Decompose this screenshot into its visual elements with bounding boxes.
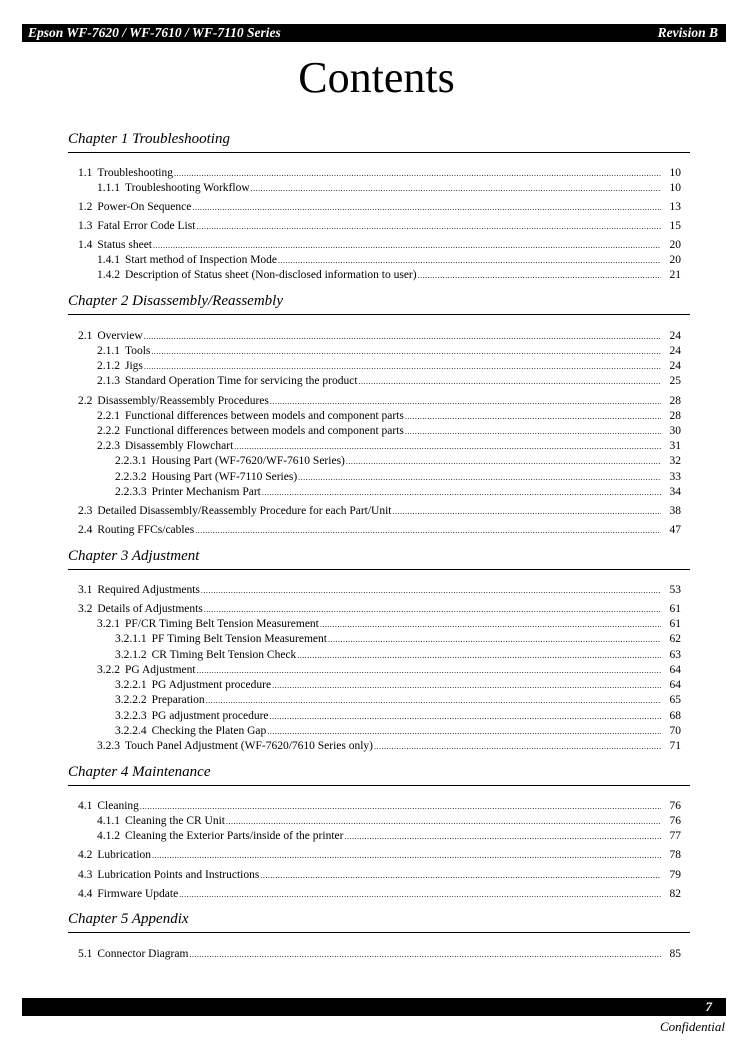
toc-entry-page: 71	[669, 740, 681, 752]
toc-entry[interactable]	[78, 887, 681, 902]
toc-entry[interactable]	[78, 329, 681, 344]
toc-entry-label: CR Timing Belt Tension Check	[151, 649, 297, 661]
toc-entry[interactable]	[78, 799, 681, 814]
toc-entry-number: 1.1	[78, 167, 93, 179]
toc-entry-number: 4.4	[78, 888, 93, 900]
toc-entry[interactable]	[78, 166, 681, 181]
toc-entry-number: 2.2.3.3	[115, 486, 147, 498]
toc-entry[interactable]	[78, 583, 681, 598]
toc-entry-number: 3.2.1	[97, 618, 120, 630]
dot-leader	[144, 360, 661, 374]
toc-entry-number: 1.2	[78, 201, 93, 213]
toc-entry-number: 2.3	[78, 505, 93, 517]
dot-leader	[151, 345, 661, 359]
toc-entry[interactable]	[97, 374, 681, 389]
dot-leader	[344, 830, 661, 844]
header-bar	[22, 24, 726, 42]
toc-entry[interactable]	[78, 947, 681, 962]
toc-entry-number: 1.3	[78, 220, 93, 232]
toc-entry-page: 82	[669, 888, 681, 900]
toc-entry-page: 77	[669, 830, 681, 842]
dot-leader	[346, 455, 661, 469]
dot-leader	[192, 201, 661, 215]
toc-entry-number: 1.1.1	[97, 182, 120, 194]
chapter-heading[interactable]: Chapter 1 Troubleshooting	[68, 130, 690, 153]
toc-entry[interactable]	[97, 268, 681, 283]
toc-entry-label: Required Adjustments	[97, 584, 200, 596]
toc-entry[interactable]	[78, 238, 681, 253]
dot-leader	[204, 603, 661, 617]
toc-entry-label: PG Adjustment	[125, 664, 196, 676]
dot-leader	[144, 330, 661, 344]
dot-leader	[189, 948, 661, 962]
toc-entry-label: Detailed Disassembly/Reassembly Procedure for each Part/Unit	[97, 505, 392, 517]
toc-entry-number: 1.4.2	[97, 269, 120, 281]
dot-leader	[234, 440, 661, 454]
toc-entry[interactable]	[78, 602, 681, 617]
toc-entry-label: Tools	[125, 345, 151, 357]
toc-entry-page: 10	[669, 167, 681, 179]
toc-entry-number: 3.1	[78, 584, 93, 596]
dot-leader	[270, 395, 661, 409]
toc-entry-number: 2.2.3	[97, 440, 120, 452]
dot-leader	[174, 167, 661, 181]
toc-entry-label: Jigs	[125, 360, 143, 372]
toc-entry-label: Routing FFCs/cables	[97, 524, 195, 536]
toc-entry-page: 32	[669, 455, 681, 467]
toc-entry-page: 34	[669, 486, 681, 498]
toc-entry[interactable]	[78, 523, 681, 538]
toc-entry-page: 13	[669, 201, 681, 213]
toc-entry-page: 30	[669, 425, 681, 437]
toc-entry-number: 3.2.2.2	[115, 694, 147, 706]
toc-entry-label: Troubleshooting	[97, 167, 173, 179]
toc-entry-page: 24	[669, 360, 681, 372]
dot-leader	[328, 633, 661, 647]
dot-leader	[359, 375, 661, 389]
dot-leader	[179, 888, 661, 902]
toc-entry-page: 65	[669, 694, 681, 706]
toc-entry-number: 3.2.2	[97, 664, 120, 676]
toc-entry-page: 62	[669, 633, 681, 645]
toc-entry-number: 4.1	[78, 800, 93, 812]
toc-entry[interactable]	[78, 504, 681, 519]
toc-entry-label: Disassembly/Reassembly Procedures	[97, 395, 269, 407]
toc-entry-label: Touch Panel Adjustment (WF-7620/7610 Series only)	[125, 740, 374, 752]
dot-leader	[251, 182, 661, 196]
toc-entry-page: 25	[669, 375, 681, 387]
toc-entry-page: 85	[669, 948, 681, 960]
toc-entry-page: 10	[669, 182, 681, 194]
toc-entry-number: 3.2.2.3	[115, 710, 147, 722]
toc-entry-number: 2.2	[78, 395, 93, 407]
toc-entry-label: Lubrication Points and Instructions	[97, 869, 260, 881]
toc-entry-label: Housing Part (WF-7620/WF-7610 Series)	[151, 455, 345, 467]
toc-entry-page: 68	[669, 710, 681, 722]
confidential-label: Confidential	[660, 1019, 725, 1034]
dot-leader	[195, 524, 661, 538]
toc-entry-page: 15	[669, 220, 681, 232]
dot-leader	[197, 664, 661, 678]
chapter-heading[interactable]: Chapter 3 Adjustment	[68, 547, 690, 570]
chapter-heading[interactable]: Chapter 4 Maintenance	[68, 763, 690, 786]
toc-entry[interactable]	[97, 663, 681, 678]
toc-entry-number: 3.2.1.2	[115, 649, 147, 661]
toc-entry-label: PF Timing Belt Tension Measurement	[151, 633, 327, 645]
dot-leader	[418, 269, 661, 283]
toc-entry-number: 3.2.1.1	[115, 633, 147, 645]
dot-leader	[272, 679, 661, 693]
toc-entry-page: 64	[669, 664, 681, 676]
toc-entry-page: 38	[669, 505, 681, 517]
toc-entry[interactable]	[97, 814, 681, 829]
toc-entry[interactable]	[115, 454, 681, 469]
dot-leader	[201, 584, 661, 598]
toc-entry[interactable]	[97, 359, 681, 374]
toc-entry[interactable]	[78, 394, 681, 409]
toc-entry-label: Checking the Platen Gap	[151, 725, 267, 737]
dot-leader	[196, 220, 661, 234]
toc-entry[interactable]	[115, 693, 681, 708]
toc-entry-page: 24	[669, 345, 681, 357]
page-title: Contents	[298, 53, 455, 102]
dot-leader	[298, 471, 661, 485]
toc-entry-label: Cleaning	[97, 800, 139, 812]
toc-entry-number: 3.2	[78, 603, 93, 615]
toc-entry-label: Connector Diagram	[97, 948, 189, 960]
toc-entry-page: 61	[669, 603, 681, 615]
toc-entry-page: 70	[669, 725, 681, 737]
toc-entry[interactable]	[78, 200, 681, 215]
dot-leader	[405, 410, 661, 424]
toc-entry-label: Troubleshooting Workflow	[125, 182, 250, 194]
toc-entry-label: Description of Status sheet (Non-disclosed information to user)	[125, 269, 417, 281]
footer-bar	[22, 998, 726, 1016]
toc-entry-page: 28	[669, 395, 681, 407]
dot-leader	[226, 815, 661, 829]
toc-entry-number: 4.1.2	[97, 830, 120, 842]
toc-entry-number: 2.1.2	[97, 360, 120, 372]
dot-leader	[270, 710, 661, 724]
toc-entry-label: Disassembly Flowchart	[125, 440, 234, 452]
page-number: 7	[705, 999, 712, 1014]
toc-entry-label: Housing Part (WF-7110 Series)	[151, 471, 298, 483]
toc-entry[interactable]	[115, 485, 681, 500]
toc-entry-number: 3.2.2.1	[115, 679, 147, 691]
toc-entry-label: Power-On Sequence	[97, 201, 192, 213]
dot-leader	[206, 694, 661, 708]
dot-leader	[260, 869, 661, 883]
toc-entry-page: 24	[669, 330, 681, 342]
toc-entry-page: 63	[669, 649, 681, 661]
toc-entry-label: Details of Adjustments	[97, 603, 203, 615]
dot-leader	[153, 239, 661, 253]
toc-entry-number: 4.1.1	[97, 815, 120, 827]
toc-entry-label: PG Adjustment procedure	[151, 679, 272, 691]
toc-entry-page: 76	[669, 815, 681, 827]
toc-entry[interactable]	[115, 724, 681, 739]
toc-entry-page: 33	[669, 471, 681, 483]
toc-entry-number: 2.2.3.2	[115, 471, 147, 483]
toc-entry-number: 2.1.1	[97, 345, 120, 357]
toc-entry-label: Standard Operation Time for servicing the product	[125, 375, 358, 387]
toc-entry[interactable]	[97, 829, 681, 844]
chapter-heading[interactable]: Chapter 2 Disassembly/Reassembly	[68, 292, 690, 315]
toc-entry-label: Start method of Inspection Mode	[125, 254, 278, 266]
toc-entry-number: 3.2.3	[97, 740, 120, 752]
toc-entry-label: Cleaning the Exterior Parts/inside of the printer	[125, 830, 344, 842]
toc-entry-label: Printer Mechanism Part	[151, 486, 261, 498]
toc-entry-number: 2.2.3.1	[115, 455, 147, 467]
dot-leader	[320, 618, 661, 632]
toc-entry[interactable]	[97, 439, 681, 454]
toc-entry[interactable]	[115, 678, 681, 693]
toc-entry[interactable]	[78, 219, 681, 234]
toc-entry[interactable]	[97, 344, 681, 359]
toc-entry-number: 1.4	[78, 239, 93, 251]
toc-entry-label: Fatal Error Code List	[97, 220, 196, 232]
dot-leader	[267, 725, 661, 739]
toc-entry-number: 1.4.1	[97, 254, 120, 266]
toc-entry[interactable]	[97, 739, 681, 754]
toc-entry-page: 21	[669, 269, 681, 281]
toc-entry-page: 64	[669, 679, 681, 691]
toc-entry-label: Functional differences between models and component parts	[125, 425, 404, 437]
toc-entry[interactable]	[97, 409, 681, 424]
toc-entry-page: 28	[669, 410, 681, 422]
toc-entry-label: PF/CR Timing Belt Tension Measurement	[125, 618, 319, 630]
toc-entry-page: 61	[669, 618, 681, 630]
toc-entry[interactable]	[115, 470, 681, 485]
dot-leader	[278, 254, 661, 268]
toc-entry[interactable]	[115, 709, 681, 724]
toc-entry-number: 5.1	[78, 948, 93, 960]
dot-leader	[152, 849, 661, 863]
dot-leader	[374, 740, 661, 754]
toc-entry-page: 47	[669, 524, 681, 536]
dot-leader	[405, 425, 661, 439]
toc-entry-label: Preparation	[151, 694, 205, 706]
toc-entry[interactable]	[97, 424, 681, 439]
toc-entry-label: Lubrication	[97, 849, 152, 861]
toc-entry-number: 4.2	[78, 849, 93, 861]
toc-entry-number: 2.1.3	[97, 375, 120, 387]
toc-entry[interactable]	[97, 253, 681, 268]
toc-entry[interactable]	[115, 632, 681, 647]
dot-leader	[393, 505, 661, 519]
toc-entry-label: Status sheet	[97, 239, 152, 251]
toc-entry-number: 2.4	[78, 524, 93, 536]
toc-entry[interactable]	[97, 181, 681, 196]
document-title: Epson WF-7620 / WF-7610 / WF-7110 Series	[28, 25, 281, 40]
dot-leader	[297, 649, 661, 663]
toc-entry-label: PG adjustment procedure	[151, 710, 269, 722]
toc-entry-label: Overview	[97, 330, 143, 342]
toc-entry-number: 3.2.2.4	[115, 725, 147, 737]
toc-entry[interactable]	[97, 617, 681, 632]
chapter-heading[interactable]: Chapter 5 Appendix	[68, 910, 690, 933]
toc-entry-number: 2.1	[78, 330, 93, 342]
toc-entry-page: 20	[669, 239, 681, 251]
toc-entry-number: 2.2.1	[97, 410, 120, 422]
toc-entry-number: 4.3	[78, 869, 93, 881]
toc-entry-number: 2.2.2	[97, 425, 120, 437]
toc-entry-label: Firmware Update	[97, 888, 179, 900]
dot-leader	[262, 486, 661, 500]
revision-label: Revision B	[657, 25, 718, 40]
toc-entry-page: 76	[669, 800, 681, 812]
toc-entry-page: 53	[669, 584, 681, 596]
toc-entry[interactable]	[115, 648, 681, 663]
toc-entry-page: 31	[669, 440, 681, 452]
toc-entry-label: Functional differences between models and component parts	[125, 410, 404, 422]
toc-entry-page: 20	[669, 254, 681, 266]
toc-entry-page: 78	[669, 849, 681, 861]
toc-entry-label: Cleaning the CR Unit	[125, 815, 225, 827]
dot-leader	[140, 800, 661, 814]
toc-entry[interactable]	[78, 848, 681, 863]
toc-entry[interactable]	[78, 868, 681, 883]
toc-entry-page: 79	[669, 869, 681, 881]
